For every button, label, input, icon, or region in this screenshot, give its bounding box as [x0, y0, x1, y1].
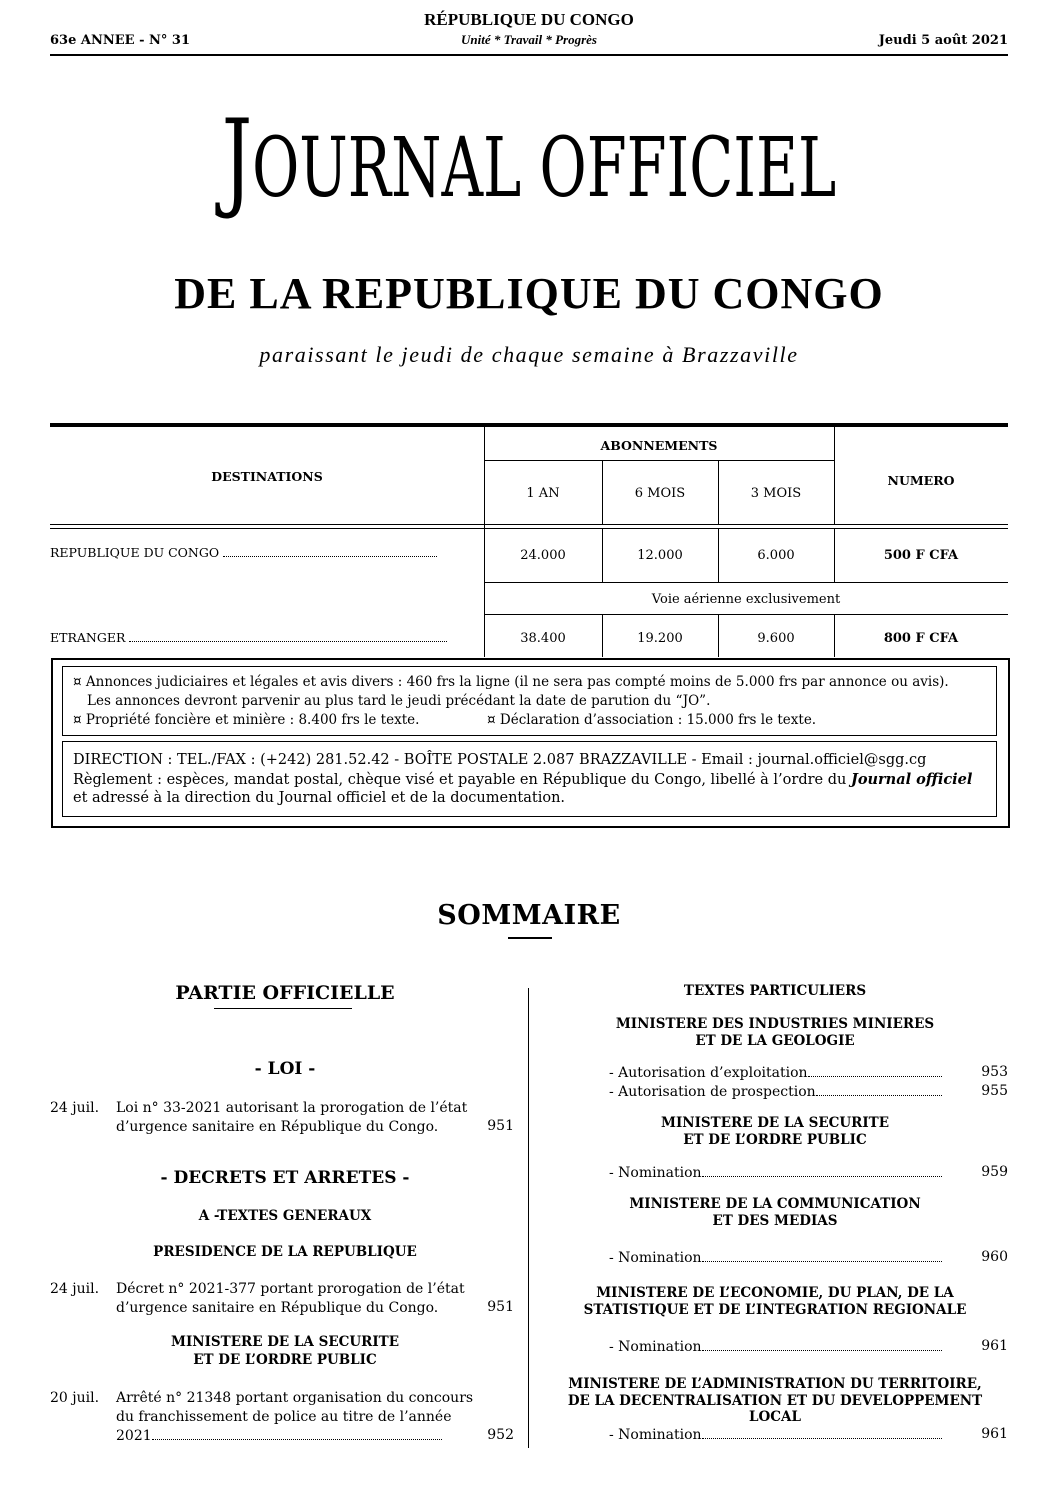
- direction-line2: Règlement : espèces, mandat postal, chèque visé et payable en République du Congo, libellé à l’ordre du Journal officiel: [73, 771, 973, 788]
- textes-particuliers-heading: TEXTES PARTICULIERS: [683, 983, 867, 999]
- autorisation-prospection: - Autorisation de prospection: [609, 1083, 943, 1102]
- nomination-securite: - Nomination: [609, 1164, 943, 1183]
- journal-tagline: paraissant le jeudi de chaque semaine à Brazzaville: [259, 342, 799, 367]
- decret-title-line1: Décret n° 2021-377 portant prorogation de l’état: [116, 1281, 465, 1297]
- loi-heading: - LOI -: [254, 1059, 316, 1079]
- ministere-administration-l2: DE LA DECENTRALISATION ET DU DEVELOPPEMENT LOCAL: [567, 1393, 983, 1425]
- issue-number: 63e ANNEE - N° 31: [50, 33, 191, 48]
- loi-title-line1: Loi n° 33-2021 autorisant la prorogation de l’état: [116, 1100, 468, 1116]
- table-cell: 500 F CFA: [883, 548, 959, 563]
- table-top-rule: [50, 423, 1008, 427]
- sommaire-title: SOMMAIRE: [437, 900, 621, 931]
- arrete-title-line2: du franchissement de police au titre de l’année: [116, 1409, 452, 1425]
- table-rule: [50, 524, 1008, 525]
- nomination-communication-page: 960: [981, 1249, 1008, 1265]
- table-row-dest: REPUBLIQUE DU CONGO: [50, 545, 460, 560]
- journal-title-initial: J: [221, 97, 253, 222]
- ministere-industries-l1: MINISTERE DES INDUSTRIES MINIERES: [615, 1016, 935, 1032]
- col-destinations: DESTINATIONS: [211, 469, 323, 484]
- partie-rule: [214, 1008, 352, 1009]
- ministere-communication-l1: MINISTERE DE LA COMMUNICATION: [629, 1196, 921, 1212]
- ministere-communication-l2: ET DES MEDIAS: [712, 1213, 838, 1229]
- issue-date: Jeudi 5 août 2021: [878, 33, 1008, 48]
- textes-generaux-heading: A -TEXTES GENERAUX: [198, 1208, 372, 1224]
- sommaire-rule: [508, 937, 552, 939]
- journal-subtitle: DE LA REPUBLIQUE DU CONGO: [174, 269, 884, 318]
- autorisation-prospection-page: 955: [981, 1083, 1008, 1099]
- journal-title: [116, 97, 941, 229]
- presidence-heading: PRESIDENCE DE LA REPUBLIQUE: [153, 1244, 417, 1260]
- nomination-securite-page: 959: [981, 1164, 1008, 1180]
- ministere-industries-l2: ET DE LA GEOLOGIE: [695, 1033, 855, 1049]
- annonces-box: [62, 666, 997, 736]
- voie-aerienne: Voie aérienne exclusivement: [651, 592, 841, 607]
- decret-date: 24 juil.: [50, 1281, 100, 1297]
- decret-title-line2: d’urgence sanitaire en République du Congo.: [116, 1300, 439, 1316]
- arrete-title-line1: Arrêté n° 21348 portant organisation du concours: [116, 1390, 474, 1406]
- col-abonnements: ABONNEMENTS: [600, 438, 718, 453]
- ministere-securite-heading-l2: ET DE L’ORDRE PUBLIC: [193, 1352, 377, 1368]
- journal-title-rest: OURNAL OFFICIEL: [252, 121, 837, 216]
- autorisation-exploitation-page: 953: [981, 1064, 1008, 1080]
- ministere-securite-heading-l1: MINISTERE DE LA SECURITE: [171, 1334, 399, 1350]
- loi-date: 24 juil.: [50, 1100, 100, 1116]
- table-cell: 12.000: [637, 548, 683, 563]
- annonces-line2: Les annonces devront parvenir au plus tard le jeudi précédant la date de parution du “JO”.: [87, 693, 711, 709]
- table-row-dest: ETRANGER: [50, 630, 460, 645]
- nomination-economie-page: 961: [981, 1338, 1008, 1354]
- table-cell: 24.000: [520, 548, 566, 563]
- col-numero: NUMERO: [887, 473, 955, 488]
- ministere-securite-r-l2: ET DE L’ORDRE PUBLIC: [683, 1132, 867, 1148]
- declaration-line: ¤ Déclaration d’association : 15.000 frs le texte.: [487, 712, 817, 728]
- direction-line1: DIRECTION : TEL./FAX : (+242) 281.52.42 - BOÎTE POSTALE 2.087 BRAZZAVILLE - Email : journal.officiel@sgg.cg: [73, 752, 927, 768]
- column-separator: [528, 988, 529, 1448]
- ministere-economie-l1: MINISTERE DE L’ECONOMIE, DU PLAN, DE LA: [596, 1285, 954, 1301]
- header-republic: RÉPUBLIQUE DU CONGO: [424, 10, 634, 29]
- col-1an: 1 AN: [526, 486, 560, 501]
- partie-officielle-heading: PARTIE OFFICIELLE: [175, 982, 395, 1004]
- table-rule: [484, 582, 1008, 583]
- table-cell: 6.000: [757, 548, 795, 563]
- propriete-line: ¤ Propriété foncière et minière : 8.400 frs le texte.: [73, 712, 420, 728]
- table-rule: [484, 427, 485, 657]
- arrete-title-line3: 2021: [116, 1427, 450, 1446]
- table-cell: 9.600: [757, 631, 795, 646]
- nomination-administration: - Nomination: [609, 1426, 943, 1445]
- decrets-heading: - DECRETS ET ARRETES -: [160, 1168, 410, 1188]
- table-rule: [50, 528, 1008, 529]
- table-cell: 800 F CFA: [883, 631, 959, 646]
- ministere-administration-l1: MINISTERE DE L’ADMINISTRATION DU TERRITOIRE,: [568, 1376, 982, 1392]
- decret-page: 951: [487, 1299, 514, 1315]
- loi-page: 951: [487, 1118, 514, 1134]
- nomination-economie: - Nomination: [609, 1338, 943, 1357]
- nomination-communication: - Nomination: [609, 1249, 943, 1268]
- ministere-securite-r-l1: MINISTERE DE LA SECURITE: [661, 1115, 889, 1131]
- col-3mois: 3 MOIS: [750, 486, 802, 501]
- header-motto: Unité * Travail * Progrès: [460, 32, 597, 47]
- arrete-date: 20 juil.: [50, 1390, 100, 1406]
- loi-title-line2: d’urgence sanitaire en République du Congo.: [116, 1119, 439, 1135]
- arrete-page: 952: [487, 1427, 514, 1443]
- table-rule: [484, 614, 1008, 615]
- annonces-line1: ¤ Annonces judiciaires et légales et avis divers : 460 frs la ligne (il ne sera pas compté moins de 5.000 frs par annonce ou avis).: [73, 674, 949, 690]
- ministere-economie-l2: STATISTIQUE ET DE L’INTEGRATION REGIONALE: [583, 1302, 967, 1318]
- table-rule: [484, 460, 834, 461]
- header-rule: [50, 54, 1008, 56]
- autorisation-exploitation: - Autorisation d’exploitation: [609, 1064, 943, 1083]
- nomination-administration-page: 961: [981, 1426, 1008, 1442]
- direction-line3: et adressé à la direction du Journal officiel et de la documentation.: [73, 790, 566, 806]
- table-cell: 38.400: [520, 631, 566, 646]
- direction-box: [62, 741, 997, 817]
- col-6mois: 6 MOIS: [634, 486, 686, 501]
- table-cell: 19.200: [637, 631, 683, 646]
